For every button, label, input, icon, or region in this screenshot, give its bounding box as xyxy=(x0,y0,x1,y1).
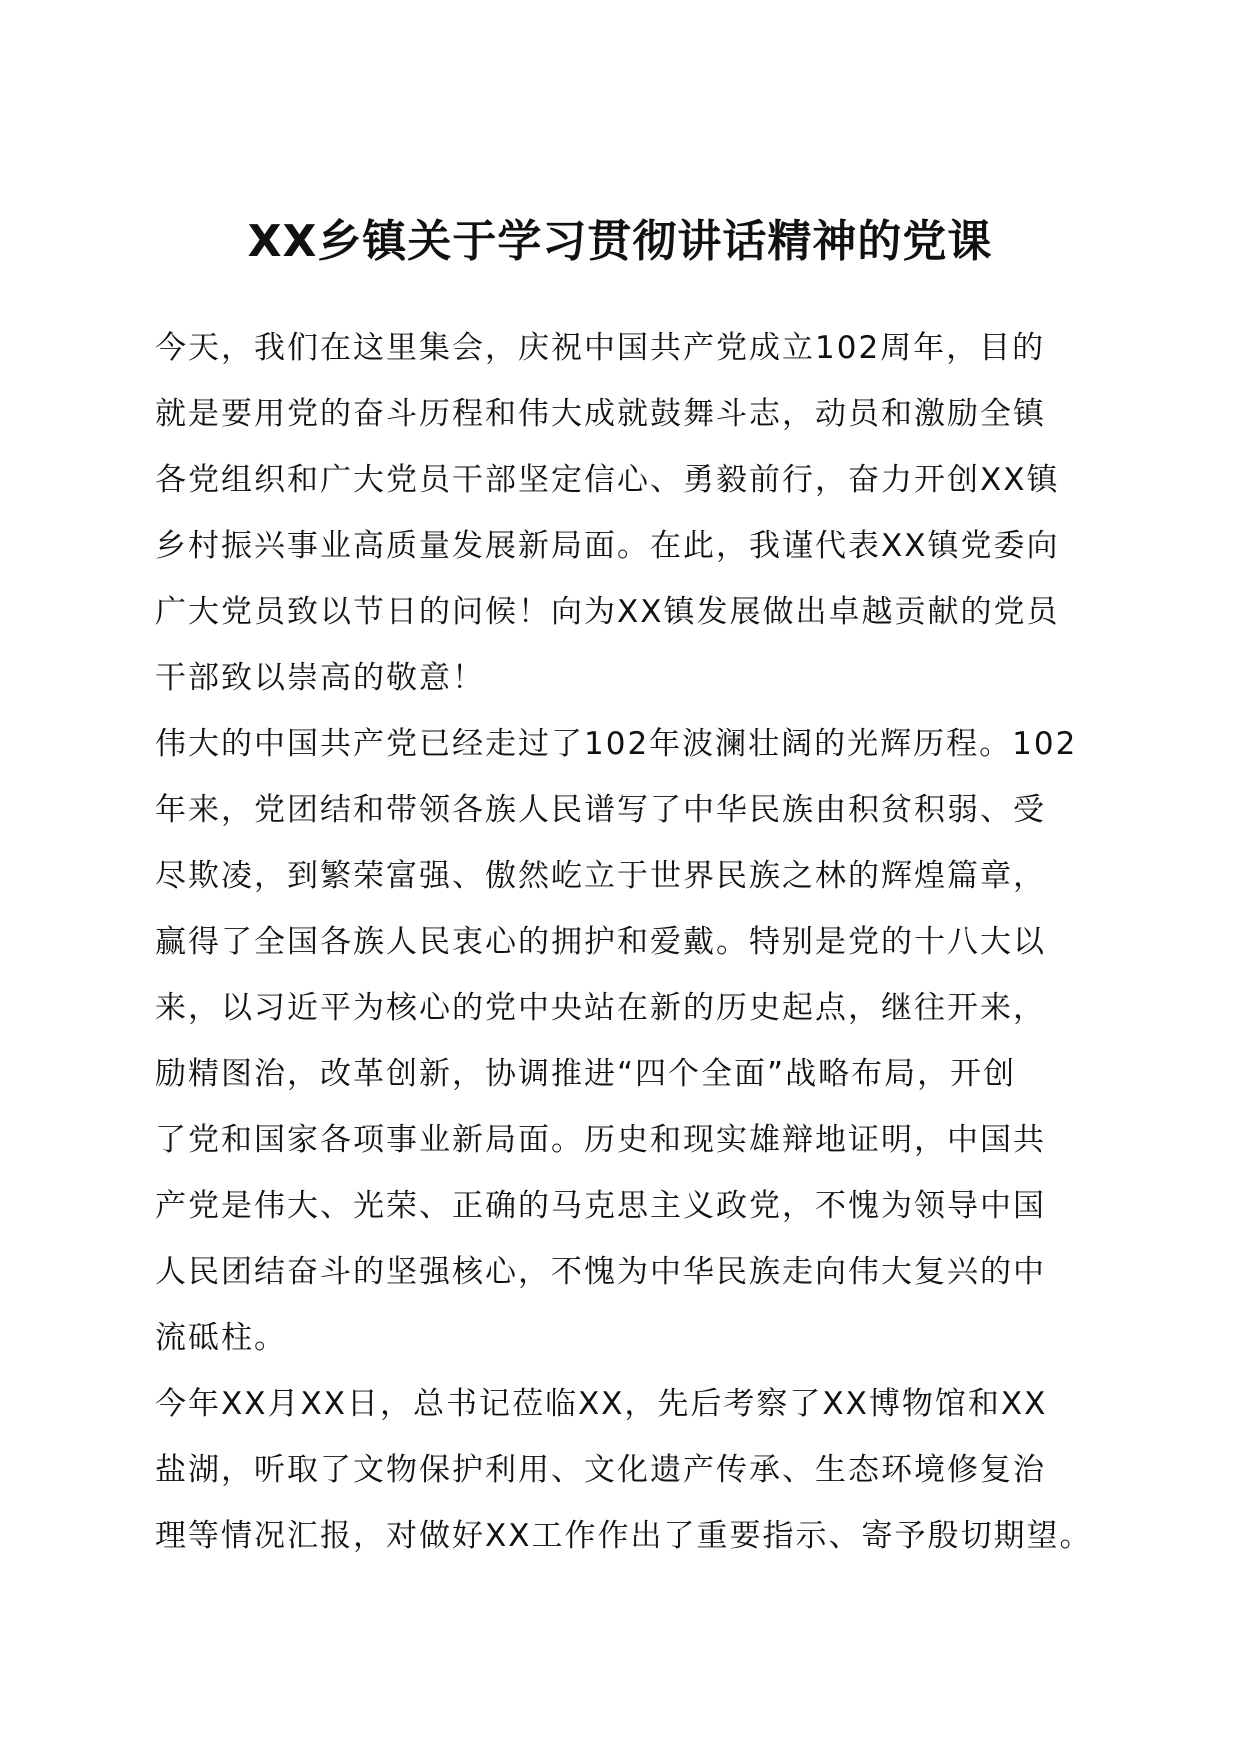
paragraph-3 xyxy=(155,1371,1100,1569)
paragraph-line: 赢得了全国各族人民衷心的拥护和爱戴。特别是党的十八大以 xyxy=(155,924,1046,960)
paragraph-line: 流砥柱。 xyxy=(155,1320,287,1356)
paragraph-line: 就是要用党的奋斗历程和伟大成就鼓舞斗志，动员和激励全镇 xyxy=(155,396,1046,432)
paragraph-line: 了党和国家各项事业新局面。历史和现实雄辩地证明，中国共 xyxy=(155,1122,1046,1158)
paragraph-line: 广大党员致以节日的问候！向为XX镇发展做出卓越贡献的党员 xyxy=(155,594,1060,630)
paragraph-line: 产党是伟大、光荣、正确的马克思主义政党，不愧为领导中国 xyxy=(155,1188,1046,1224)
paragraph-line: 盐湖，听取了文物保护利用、文化遗产传承、生态环境修复治 xyxy=(155,1452,1046,1488)
document-title: XX乡镇关于学习贯彻讲话精神的党课 xyxy=(247,216,993,267)
paragraph-line: 今年XX月XX日，总书记莅临XX，先后考察了XX博物馆和XX xyxy=(155,1386,1048,1422)
paragraph-line: 理等情况汇报，对做好XX工作作出了重要指示、寄予殷切期望。 xyxy=(155,1518,1093,1554)
paragraph-line: 年来，党团结和带领各族人民谱写了中华民族由积贫积弱、受 xyxy=(155,792,1046,828)
paragraph-line: 各党组织和广大党员干部坚定信心、勇毅前行，奋力开创XX镇 xyxy=(155,462,1060,498)
paragraph-line: 干部致以崇高的敬意！ xyxy=(155,660,485,696)
paragraph-1 xyxy=(155,315,1100,711)
paragraph-line: 来，以习近平为核心的党中央站在新的历史起点，继往开来， xyxy=(155,990,1046,1026)
document-body xyxy=(155,315,1100,1569)
paragraph-2 xyxy=(155,711,1100,1371)
paragraph-line: 乡村振兴事业高质量发展新局面。在此，我谨代表XX镇党委向 xyxy=(155,528,1060,564)
paragraph-line: 励精图治，改革创新，协调推进“四个全面”战略布局，开创 xyxy=(155,1056,1017,1092)
paragraph-line: 尽欺凌，到繁荣富强、傲然屹立于世界民族之林的辉煌篇章， xyxy=(155,858,1046,894)
paragraph-line: 人民团结奋斗的坚强核心，不愧为中华民族走向伟大复兴的中 xyxy=(155,1254,1046,1290)
paragraph-line: 今天，我们在这里集会，庆祝中国共产党成立102周年，目的 xyxy=(155,330,1046,366)
paragraph-line: 伟大的中国共产党已经走过了102年波澜壮阔的光辉历程。102 xyxy=(155,726,1078,762)
